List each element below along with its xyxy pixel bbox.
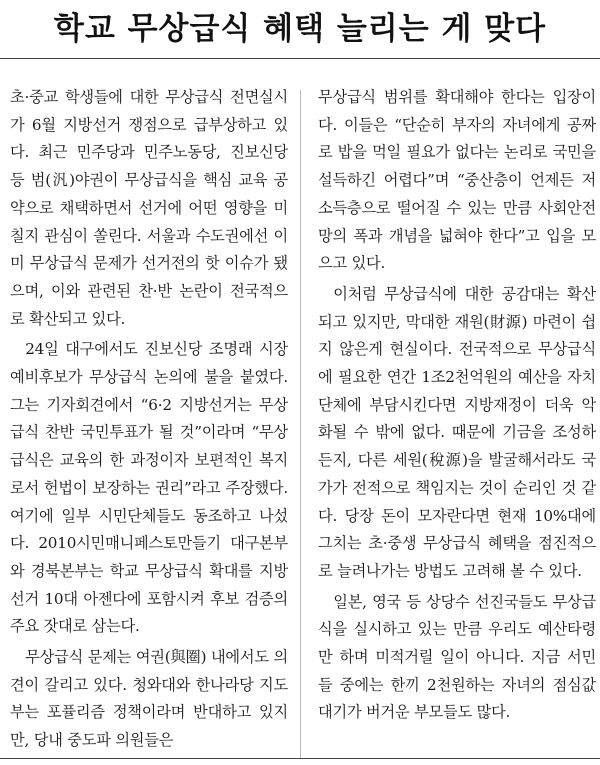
paragraph-5: 이처럼 무상급식에 대한 공감대는 확산되고 있지만, 막대한 재원(財源) 마련이 쉽지 않은게 현실이다. 전국적으로 무상급식에 필요한 연간 1조2천억원의 예산을 자치단체에 부담시킨다면 지방재정이 더욱 악화될 수 밖에 없다. 때문에 기금을 조성하든지, 다른 세원(稅源)을 발굴해서라도 국가가 전적으로 책임지는 것이 순리인 것 같다. 당장 돈이 모자란다면 현재 10%대에 그치는 초·중생 무상급식 혜택을 점진적으로 늘려나가는 방법도 고려해 볼 수 있다. [318, 284, 596, 580]
paragraph-2: 24일 대구에서도 진보신당 조명래 시장 예비후보가 무상급식 논의에 불을 붙였다. 그는 기자회견에서 “6·2 지방선거는 무상급식 찬반 국민투표가 될 것”이라며 “무상급식은 교육의 한 과정이자 보편적인 복지로서 헌법이 보장하는 권리”라고 주장했다. 여기에 일부 시민단체들도 동조하고 나섰다. 2010시민매니페스토만들기 대구본부와 경북본부는 학교 무상급식 확대를 지방선거 10대 아젠다에 포함시켜 후보 검증의 주요 잣대로 삼는다. [10, 340, 288, 636]
headline: 학교 무상급식 혜택 늘리는 게 맞다 [53, 11, 547, 47]
paragraph-6: 일본, 영국 등 상당수 선진국들도 무상급식을 실시하고 있는 만큼 우리도 예산타령만 하며 미적거릴 일이 아니다. 지금 서민들 중에는 한끼 2천원하는 자녀의 점심값 대기가 버거운 부모들도 많다. [318, 592, 596, 722]
bottom-rule [0, 758, 600, 759]
right-column [318, 84, 596, 730]
paragraph-3: 무상급식 문제는 여권(與圈) 내에서도 의견이 갈리고 있다. 청와대와 한나라당 지도부는 포퓰리즘 정책이라며 반대하고 있지만, 당내 중도파 의원들은 [10, 648, 288, 750]
column-divider [300, 90, 301, 758]
paragraph-1: 초·중교 학생들에 대한 무상급식 전면실시가 6월 지방선거 쟁점으로 급부상하고 있다. 최근 민주당과 민주노동당, 진보신당 등 범(汎)야권이 무상급식을 핵심 교육 공약으로 채택하면서 선거에 어떤 영향을 미칠지 관심이 쏠린다. 서울과 수도권에선 이미 무상급식 문제가 선거전의 핫 이슈가 됐으며, 이와 관련된 찬·반 논란이 전국적으로 확산되고 있다. [10, 88, 288, 328]
paragraph-4: 무상급식 범위를 확대해야 한다는 입장이다. 이들은 “단순히 부자의 자녀에게 공짜로 밥을 먹일 필요가 없다는 논리로 국민을 설득하긴 어렵다”며 “중산층이 언제든 저소득층으로 떨어질 수 있는 만큼 사회안전망의 폭과 개념을 넓혀야 한다”고 입을 모으고 있다. [318, 88, 596, 273]
top-rule [0, 58, 600, 59]
left-column [10, 84, 288, 758]
